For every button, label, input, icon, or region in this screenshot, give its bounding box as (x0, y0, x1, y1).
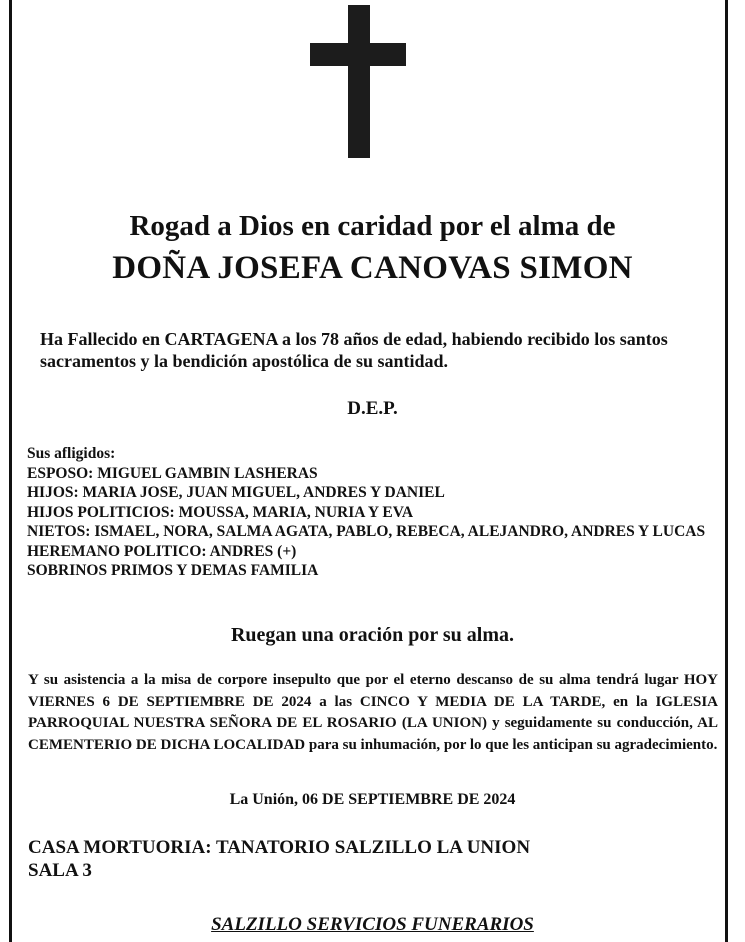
family-line: NIETOS: ISMAEL, NORA, SALMA AGATA, PABLO, REBECA, ALEJANDRO, ANDRES Y LUCAS (27, 523, 706, 540)
funeral-home-name: CASA MORTUORIA: TANATORIO SALZILLO LA UNION (28, 837, 531, 858)
mass-details: Y su asistencia a la misa de corpore insepulto que por el eterno descanso de su alma tendrá lugar HOY VIERNES 6 DE SEPTIEMBRE DE 2024 a las CINCO Y MEDIA DE LA TARDE, en la IGLESIA PARROQUIAL NUESTRA SEÑORA DE EL ROSARIO (LA UNION) y seguidamente su conducción, AL CEMENTERIO DE DICHA LOCALIDAD para su inhumación, por lo que les anticipan su agradecimiento. (28, 672, 718, 753)
family-line: ESPOSO: MIGUEL GAMBIN LASHERAS (27, 464, 318, 482)
family-line: HIJOS POLITICIOS: MOUSSA, MARIA, NURIA Y EVA (27, 503, 414, 521)
funeral-home (28, 836, 530, 882)
date-line: La Unión, 06 DE SEPTIEMBRE DE 2024 (229, 791, 516, 808)
dep-text: D.E.P. (347, 398, 398, 419)
family-line: SOBRINOS PRIMOS Y DEMAS FAMILIA (27, 562, 319, 579)
family-line: HEREMANO POLITICO: ANDRES (+) (27, 542, 297, 560)
family-list (27, 444, 723, 581)
family-line: Sus afligidos: (27, 445, 116, 462)
family-line: HIJOS: MARIA JOSE, JUAN MIGUEL, ANDRES Y DANIEL (27, 484, 445, 501)
prayer-request: Ruegan una oración por su alma. (230, 624, 514, 646)
deceased-name: DOÑA JOSEFA CANOVAS SIMON (112, 250, 633, 286)
intro-line: Rogad a Dios en caridad por el alma de (129, 210, 616, 242)
announcement-text: Ha Fallecido en CARTAGENA a los 78 años de edad, habiendo recibido los santos sacramentos y la bendición apostólica de su santidad. (40, 329, 668, 371)
funeral-home-room: SALA 3 (28, 860, 92, 881)
footer-company: SALZILLO SERVICIOS FUNERARIOS (211, 914, 534, 935)
